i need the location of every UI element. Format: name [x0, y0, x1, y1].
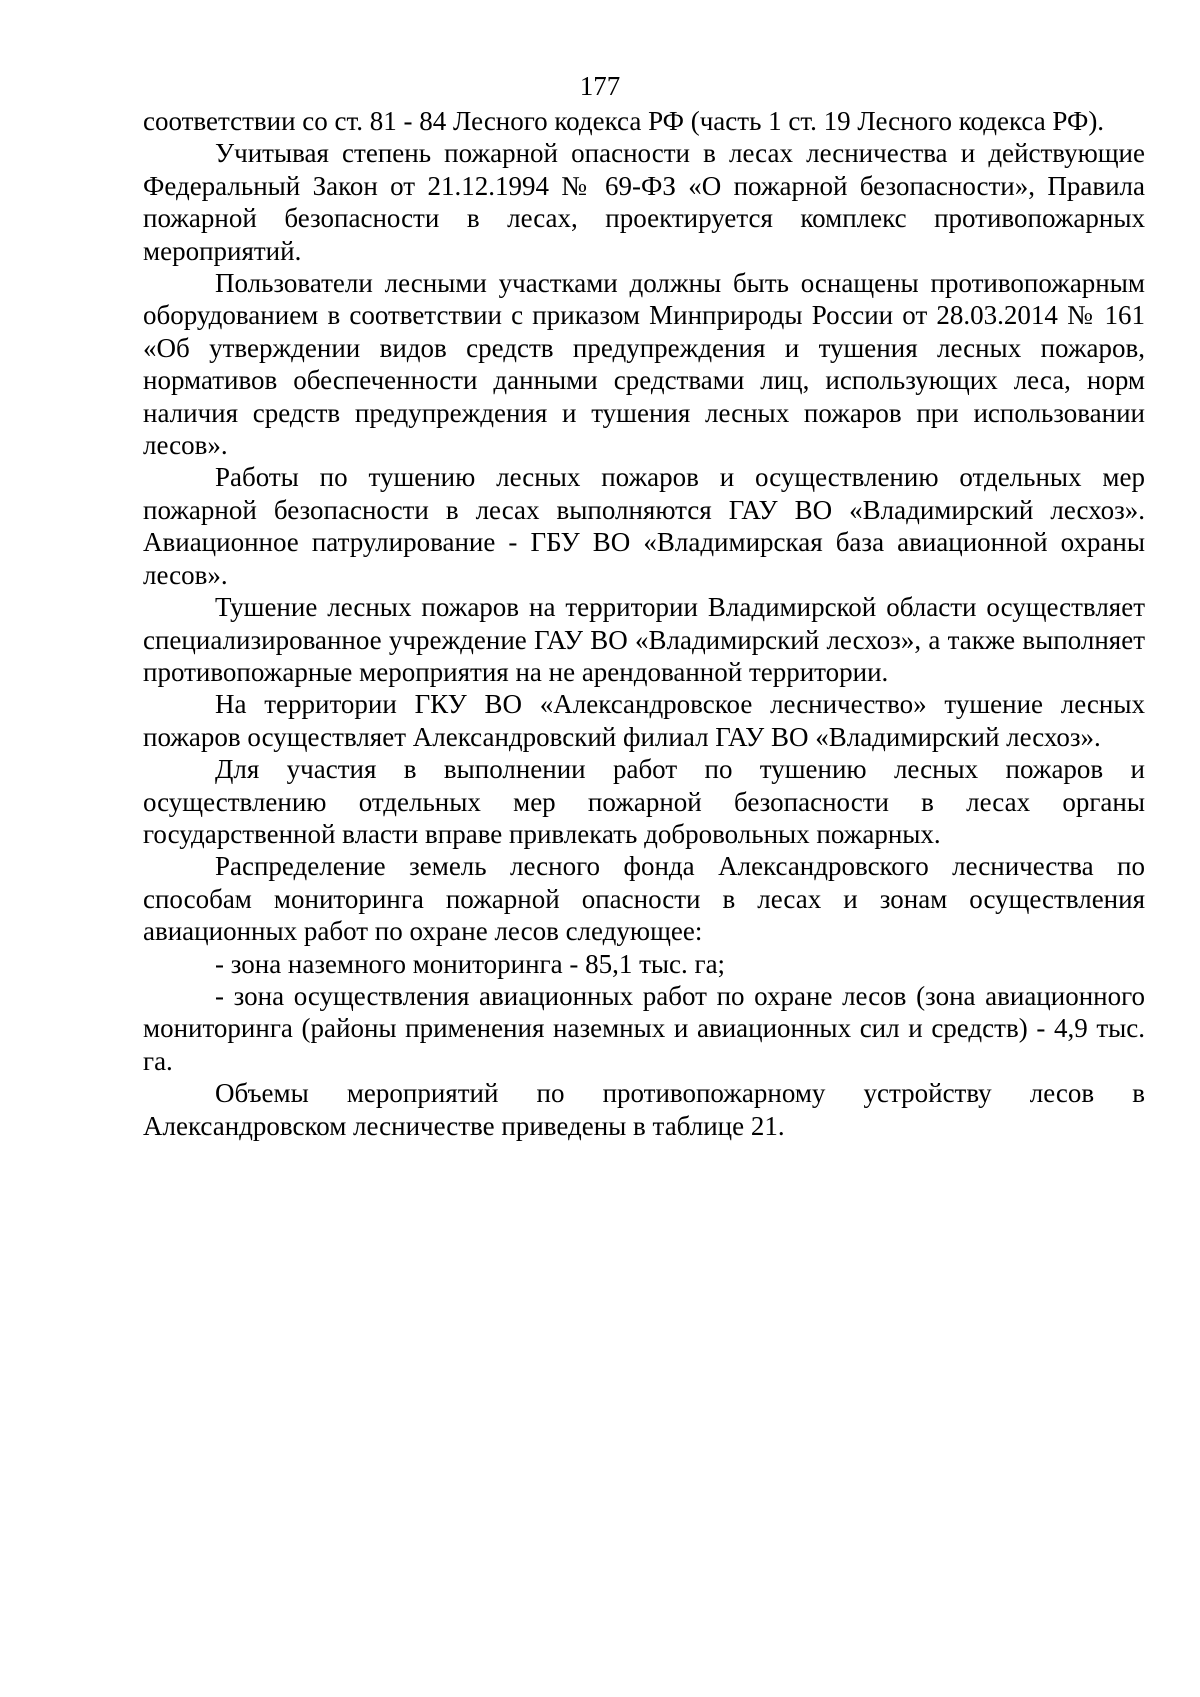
paragraph: На территории ГКУ ВО «Александровское лесничество» тушение лесных пожаров осуществляет Александровский филиал ГАУ ВО «Владимирский лесхоз».: [143, 689, 1145, 752]
list-item: - зона наземного мониторинга - 85,1 тыс. га;: [215, 948, 726, 979]
paragraph: Объемы мероприятий по противопожарному устройству лесов в Александровском лесничестве приведены в таблице 21.: [143, 1078, 1145, 1141]
paragraph: Пользователи лесными участками должны быть оснащены противопожарным оборудованием в соответствии с приказом Минприроды России от 28.03.2014 № 161 «Об утверждении видов средств предупреждения и тушения лесных пожаров, нормативов обеспеченности данными средствами лиц, использующих леса, норм наличия средств предупреждения и тушения лесных пожаров при использовании лесов».: [143, 268, 1145, 461]
paragraph: соответствии со ст. 81 - 84 Лесного кодекса РФ (часть 1 ст. 19 Лесного кодекса РФ).: [143, 106, 1105, 136]
page-number: 177: [579, 71, 621, 101]
list-item: - зона осуществления авиационных работ по охране лесов (зона авиационного мониторинга (районы применения наземных и авиационных сил и средств) - 4,9 тыс. га.: [143, 980, 1145, 1076]
paragraph: Распределение земель лесного фонда Александровского лесничества по способам мониторинга пожарной опасности в лесах и зонам осуществления авиационных работ по охране лесов следующее:: [143, 851, 1145, 947]
body-text: [143, 105, 1145, 1142]
paragraph: Для участия в выполнении работ по тушению лесных пожаров и осуществлению отдельных мер пожарной безопасности в лесах органы государственной власти вправе привлекать добровольных пожарных.: [143, 754, 1145, 849]
paragraph: Учитывая степень пожарной опасности в лесах лесничества и действующие Федеральный Закон от 21.12.1994 № 69-ФЗ «О пожарной безопасности», Правила пожарной безопасности в лесах, проектируется комплекс противопожарных мероприятий.: [143, 138, 1145, 266]
paragraph: Тушение лесных пожаров на территории Владимирской области осуществляет специализированное учреждение ГАУ ВО «Владимирский лесхоз», а также выполняет противопожарные мероприятия на не арендованной территории.: [143, 592, 1145, 687]
paragraph: Работы по тушению лесных пожаров и осуществлению отдельных мер пожарной безопасности в лесах выполняются ГАУ ВО «Владимирский лесхоз». Авиационное патрулирование - ГБУ ВО «Владимирская база авиационной охраны лесов».: [143, 462, 1145, 590]
